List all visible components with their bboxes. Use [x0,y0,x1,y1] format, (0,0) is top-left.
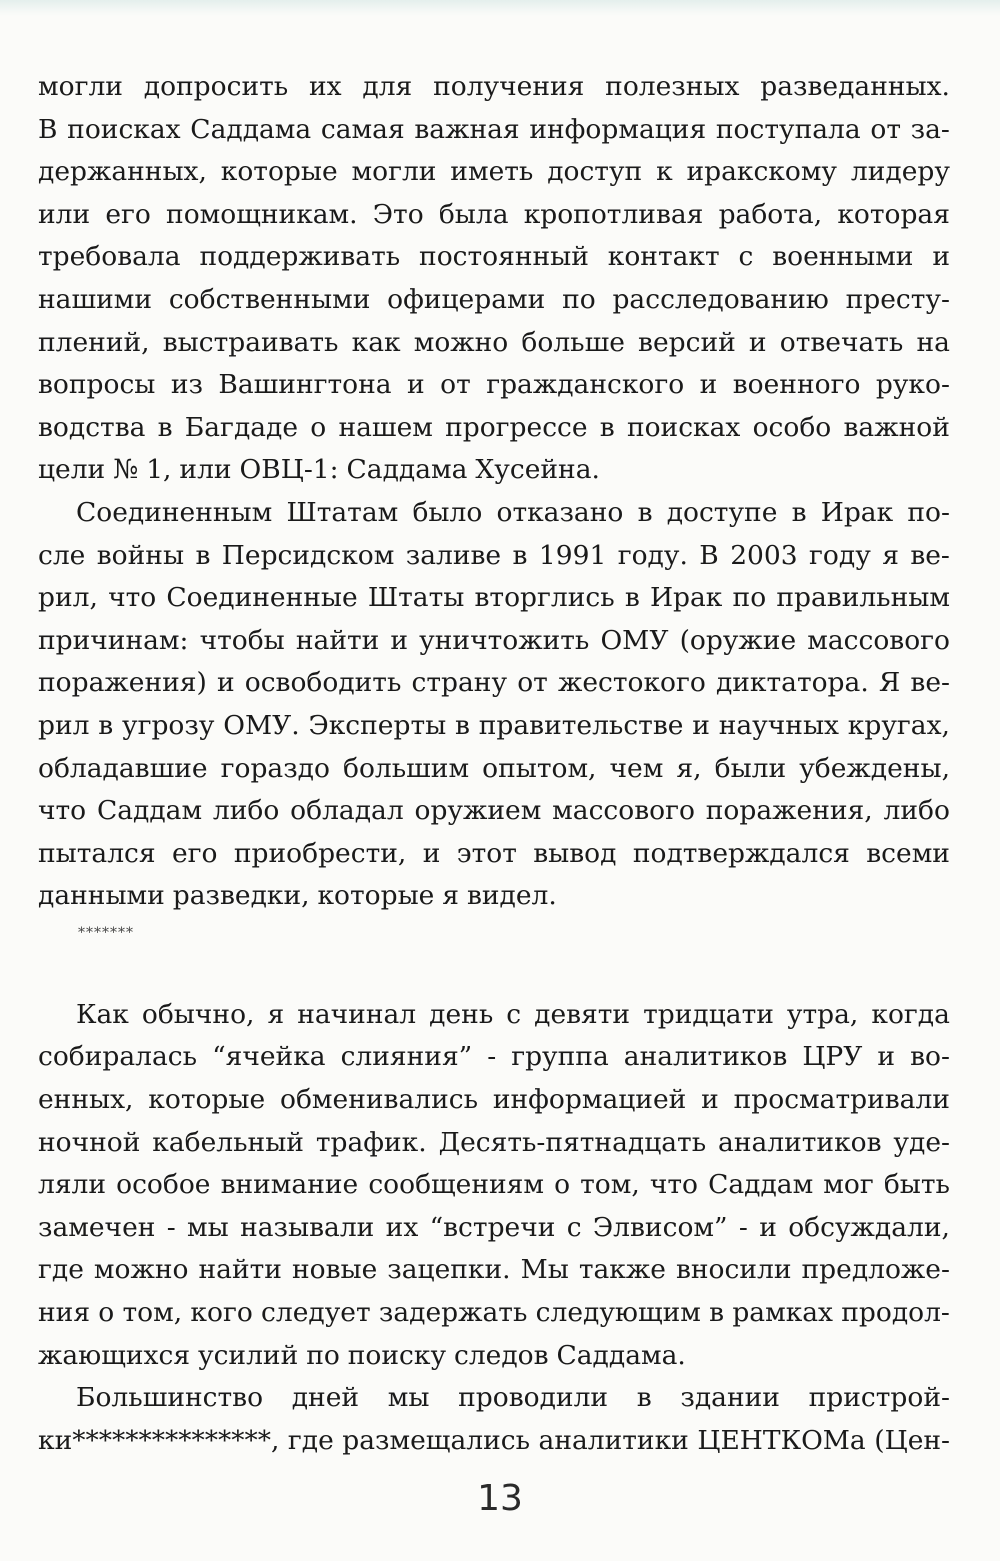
word: мог [823,1169,874,1201]
word: сообщениям [368,1169,544,1201]
word: и [932,241,950,273]
word: ОМУ. [223,709,300,741]
text-line [38,236,950,279]
word: прогрессе [445,411,588,443]
word: вывод [533,837,617,869]
word: предложе- [801,1254,950,1286]
word: или [179,454,232,486]
word: правительстве [478,709,684,741]
word: Как [76,998,129,1030]
word: группа [511,1041,609,1073]
word: 2003 [730,539,798,571]
word: в [512,539,528,571]
text-line [38,790,950,833]
word: ночной [38,1126,141,1158]
word: и [407,369,425,401]
word: Элвисом” [592,1211,728,1243]
word: том, [122,1297,183,1329]
word: особое [116,1169,211,1201]
word: лидеру [850,156,950,188]
word: поступала [715,113,861,145]
word: требовала [38,241,181,273]
page-top-edge [0,0,1000,16]
word: видел. [466,880,557,912]
word: девяти [534,998,631,1030]
word: когда [871,998,950,1030]
text-line [38,1335,950,1378]
word: вносили [675,1254,792,1286]
word: их [385,1211,419,1243]
word: ЦРУ [802,1041,863,1073]
word: трафик. [315,1126,427,1158]
word: аналитиков [718,1126,882,1158]
word: Соединенным [76,496,273,528]
word: собиралась [38,1041,198,1073]
word: подтверждался [632,837,850,869]
text-line [38,364,950,407]
word: следует [261,1297,371,1329]
word: в [98,709,114,741]
word: утра, [786,998,859,1030]
word: гражданского [486,369,685,401]
word: Саддама [346,454,468,486]
word: массового [807,624,950,656]
word: ве- [910,539,950,571]
word: Штатам [286,496,399,528]
word: Багдаде [184,411,299,443]
word: помощникам. [166,198,358,230]
word: на [916,326,950,358]
word: для [362,71,413,102]
text-line [38,1420,950,1463]
word: работа, [718,198,823,230]
word: Это [372,198,424,230]
word: офицерами [387,283,546,315]
word: уничтожить [419,624,590,656]
word: кругах, [847,709,950,741]
word: Саддам [708,1169,814,1201]
word: информация [529,113,707,145]
word: чем [609,752,664,784]
word: самая [320,113,405,145]
word: по [306,1339,340,1371]
word: иметь [450,156,534,188]
word: угрозу [121,709,215,741]
text-line [38,109,950,152]
word: которая [837,198,950,230]
word: с [566,1211,582,1243]
word: держанных, [38,156,207,188]
word: можно [93,1254,189,1286]
word: военными [772,241,914,273]
word: доступ [547,156,643,188]
word: и [759,1211,777,1243]
word: которые [220,156,338,188]
word: обычно, [141,998,255,1030]
word: о [98,1297,115,1329]
paragraph-4 [38,1377,950,1462]
word: его [171,837,218,869]
text-line [38,194,950,237]
word: их [309,71,342,102]
text-line [38,1079,950,1122]
word: плений, [38,326,150,358]
word: как [351,326,401,358]
text-line [38,1292,950,1335]
word: пытался [38,837,156,869]
word: быть [883,1169,950,1201]
word: обменивались [280,1084,479,1116]
word: ОМУ [600,624,669,656]
text-line [38,1377,950,1420]
word: по- [907,496,950,528]
text-line [38,151,950,194]
text-line [38,875,950,918]
word: следующим [535,1297,701,1329]
word: собственными [168,283,371,315]
word: цели [38,454,106,486]
section-divider: ******* [78,924,134,941]
text-line [38,66,950,109]
word: этот [456,837,517,869]
word: которые [148,1084,266,1116]
word: Саддама. [556,1339,686,1371]
word: задержать [378,1297,528,1329]
word: также [578,1254,666,1286]
word: либо [883,795,950,827]
word: была [438,198,509,230]
word: освободить [244,667,402,699]
word: № [113,454,139,486]
word: страну [411,667,508,699]
word: жающихся [38,1339,191,1371]
word: новые [291,1254,378,1286]
word: разведки, [172,880,310,912]
word: том, [580,1169,640,1201]
word: контакт [607,241,720,273]
word: что [108,582,157,614]
word: нашими [38,283,153,315]
word: Десять-пятнадцать [438,1126,707,1158]
word: ОВЦ-1: [239,454,339,486]
word: сле [38,539,86,571]
word: Я [878,667,901,699]
text-line [38,449,950,492]
word: и [699,369,718,401]
word: ЦЕНТКОМа [697,1424,866,1456]
word: по [562,283,596,315]
word: с [738,241,754,273]
word: дней [291,1382,360,1414]
word: где [287,1424,334,1456]
word: отвечать [779,326,904,358]
word: разведанных. [760,71,950,102]
word: научных [718,709,839,741]
word: поисках [67,113,181,145]
word: большим [342,752,470,784]
word: Саддам [96,795,203,827]
word: поддерживать [199,241,401,273]
word: “ячейка [212,1041,326,1073]
word: данными [38,880,165,912]
word: году [809,539,871,571]
word: массового [552,795,695,827]
paragraph-3 [38,994,950,1377]
word: я, [676,752,702,784]
word: уде- [893,1126,950,1158]
word: Мы [520,1254,569,1286]
text-line [38,1164,950,1207]
word: вопросы [38,369,156,401]
word: могли [38,71,123,102]
word: мы [187,1211,229,1243]
word: кого [190,1297,253,1329]
word: - [166,1211,176,1243]
word: иракскому [686,156,838,188]
word: могли [351,156,437,188]
word: Персидском [221,539,395,571]
paragraph-2 [38,492,950,918]
page-number: 13 [477,1478,523,1519]
word: доступе [666,496,778,528]
word: что [649,1169,698,1201]
word: либо [212,795,280,827]
word: ки***************, [38,1424,280,1456]
word: Хусейна. [475,454,600,486]
word: или [38,198,91,230]
word: и [692,709,710,741]
word: и [422,837,441,869]
text-line [38,994,950,1037]
word: тридцати [643,998,774,1030]
word: диктатора. [715,667,869,699]
word: я [267,998,285,1030]
word: аналитиков [623,1041,788,1073]
word: причинам: [38,624,189,656]
word: Вашингтона [218,369,392,401]
word: всеми [866,837,950,869]
word: выстраивать [162,326,339,358]
word: мы [387,1382,430,1414]
word: Соединенные [166,582,358,614]
word: 1991 [538,539,607,571]
word: ния [38,1297,91,1329]
word: гораздо [220,752,330,784]
word: от [440,369,471,401]
section-gap [38,960,950,994]
word: проводили [458,1382,609,1414]
text-line [38,577,950,620]
text-line [38,407,950,450]
word: рамках [732,1297,833,1329]
word: о [310,411,327,443]
word: поисках [626,411,741,443]
word: поражения) [38,667,207,699]
word: обсуждали, [788,1211,950,1243]
word: допросить [143,71,289,102]
word: от [517,667,548,699]
word: в [455,709,470,741]
word: Штаты [367,582,465,614]
word: замечен [38,1211,156,1243]
word: военного [732,369,861,401]
word: опытом, [482,752,597,784]
word: о [554,1169,571,1201]
word: правильным [776,582,950,614]
word: усилий [198,1339,299,1371]
word: 1, [146,454,172,486]
word: получения [433,71,585,102]
word: внимание [220,1169,359,1201]
word: в [791,496,807,528]
word: - [738,1211,748,1243]
word: приобрести, [233,837,407,869]
word: (Цен- [874,1424,950,1456]
word: день [429,998,494,1030]
text-line [38,1122,950,1165]
word: В [38,113,58,145]
word: Саддама [190,113,312,145]
word: в [709,1297,725,1329]
text-line [38,833,950,876]
word: в [157,411,173,443]
text-line [38,748,950,791]
text-line [38,620,950,663]
word: Эксперты [308,709,447,741]
word: из [170,369,203,401]
word: руко- [875,369,950,401]
word: найти [295,624,380,656]
text-line [38,322,950,365]
word: больше [521,326,625,358]
word: нашем [338,411,433,443]
word: особо [752,411,832,443]
word: “встречи [429,1211,556,1243]
word: жестокого [557,667,706,699]
word: пристрой- [808,1382,950,1414]
word: в [637,496,653,528]
word: и [701,1084,719,1116]
word: (оружие [679,624,797,656]
word: информацией [492,1084,687,1116]
word: и [877,1041,896,1073]
word: чтобы [199,624,285,656]
word: вторглись [474,582,615,614]
text-line [38,1207,950,1250]
word: рил [38,709,90,741]
word: по [732,582,767,614]
word: ляли [38,1169,107,1201]
word: полезных [605,71,740,102]
word: найти [198,1254,282,1286]
text-line [38,279,950,322]
word: Ирак [649,582,723,614]
paragraph-1 [38,66,950,492]
word: называли [240,1211,375,1243]
word: отказано [496,496,624,528]
word: кропотливая [523,198,704,230]
word: за- [910,113,950,145]
word: войны [96,539,185,571]
word: обладал [290,795,404,827]
word: в [624,582,640,614]
word: в [599,411,615,443]
word: к [656,156,673,188]
word: было [412,496,483,528]
text-line [38,492,950,535]
word: зацепки. [387,1254,511,1286]
word: обладавшие [38,752,208,784]
word: слияния” [340,1041,473,1073]
word: где [38,1254,84,1286]
word: рил, [38,582,98,614]
text-line [38,1036,950,1079]
word: с [506,998,522,1030]
word: в [636,1382,652,1414]
word: его [105,198,151,230]
word: В [699,539,719,571]
word: от [870,113,901,145]
word: поиску [347,1339,447,1371]
word: Большинство [76,1382,264,1414]
word: которые [317,880,435,912]
word: Ирак [820,496,894,528]
word: что [38,795,87,827]
word: и [748,326,767,358]
word: заливе [405,539,502,571]
word: и [216,667,235,699]
word: версий [638,326,736,358]
word: поражения, [705,795,873,827]
word: размещались [342,1424,531,1456]
text-line [38,535,950,578]
word: здании [680,1382,780,1414]
word: аналитики [538,1424,689,1456]
word: во- [910,1041,950,1073]
word: кабельный [152,1126,304,1158]
text-line [38,662,950,705]
word: году. [617,539,688,571]
word: оружием [414,795,542,827]
word: расследованию [612,283,829,315]
word: можно [413,326,509,358]
word: следов [453,1339,549,1371]
word: важная [414,113,520,145]
word: престу- [845,283,950,315]
word: я [882,539,899,571]
word: постоянный [419,241,589,273]
word: убеждены, [799,752,950,784]
text-line [38,705,950,748]
word: начинал [297,998,417,1030]
page-body [38,66,950,1462]
word: и [390,624,409,656]
word: просматривали [733,1084,950,1116]
word: водства [38,411,146,443]
word: я [442,880,460,912]
text-line [38,1249,950,1292]
word: важной [843,411,950,443]
word: - [487,1041,497,1073]
word: енных, [38,1084,134,1116]
word: ве- [910,667,950,699]
word: были [714,752,787,784]
word: в [195,539,211,571]
word: продол- [841,1297,950,1329]
